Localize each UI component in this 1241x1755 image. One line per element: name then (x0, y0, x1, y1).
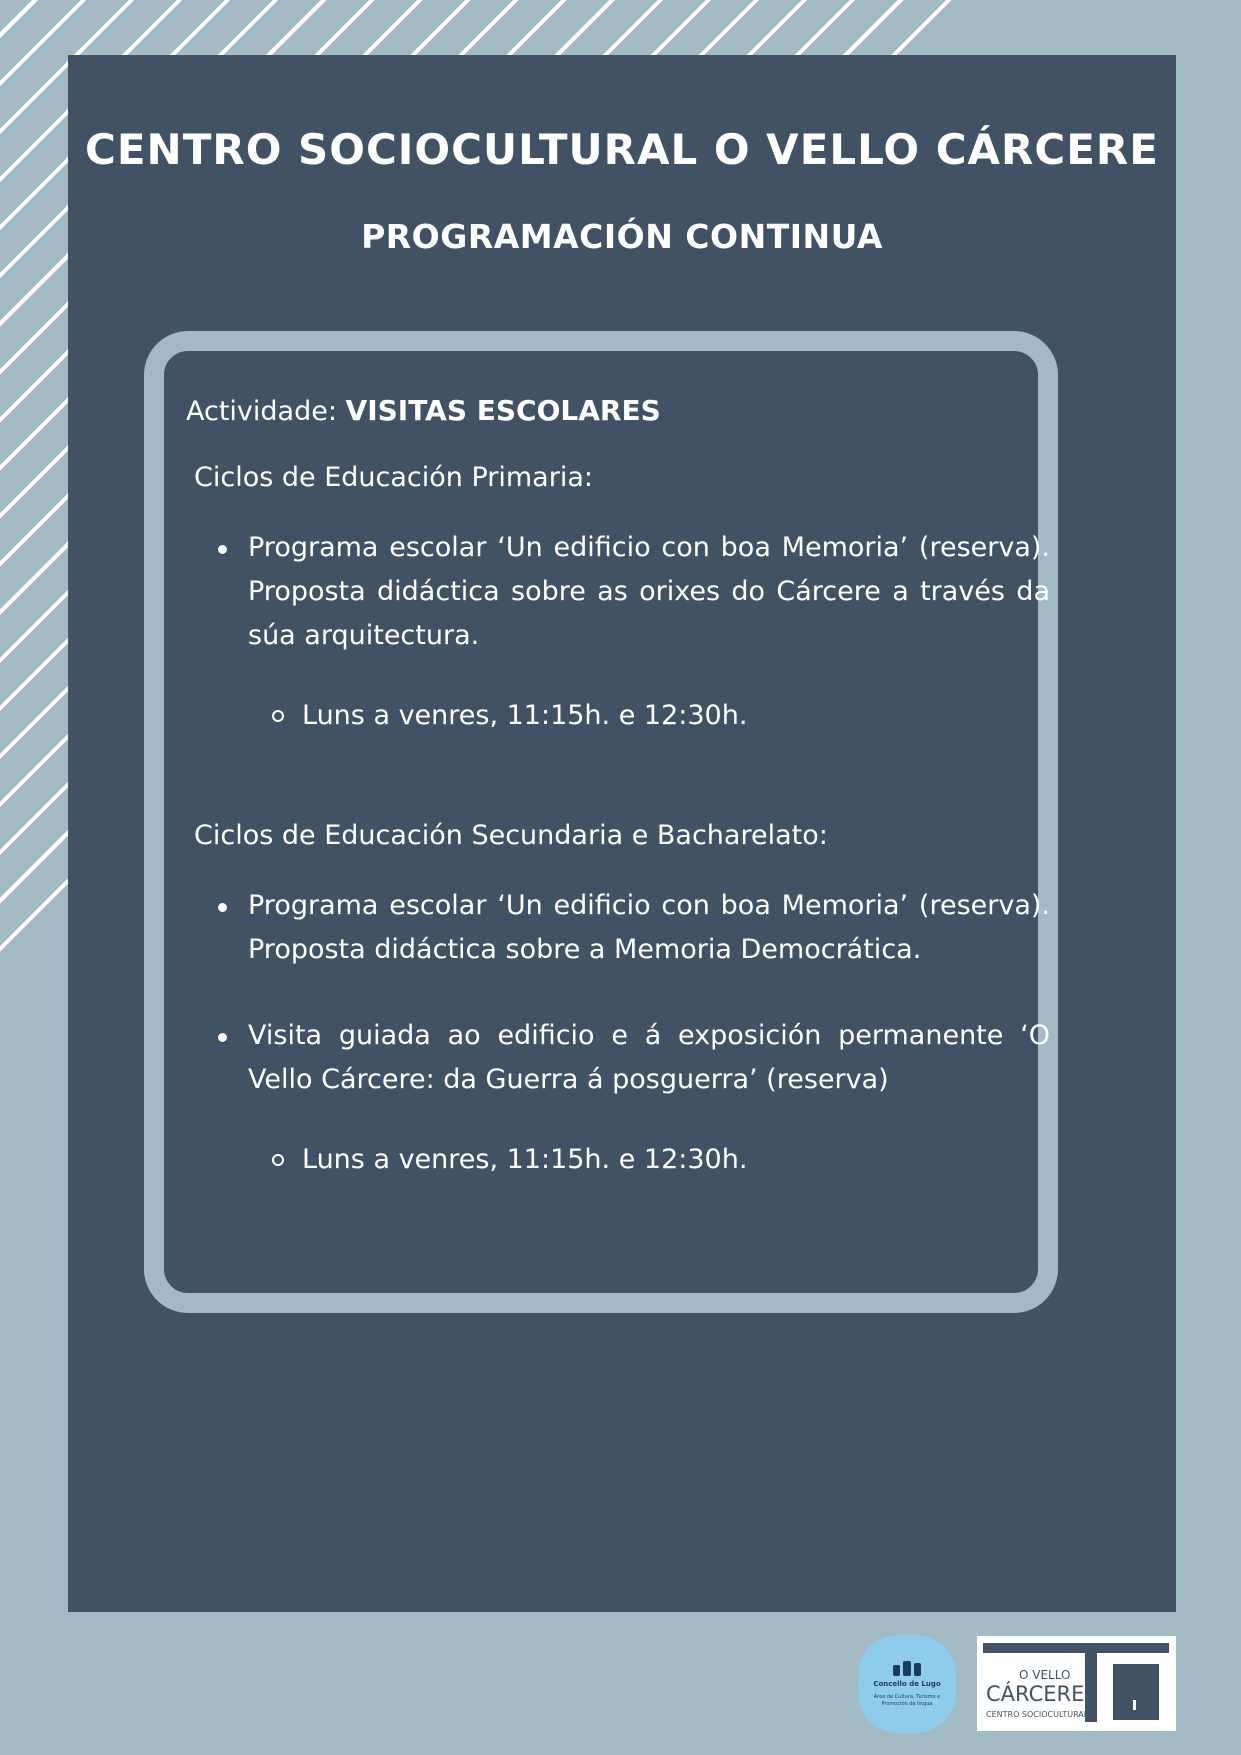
lugo-logo-name: Concello de Lugo (873, 1680, 941, 1688)
logo-line1: O VELLO (1019, 1668, 1071, 1682)
list-item: Programa escolar ‘Un edificio con boa Memoria’ (reserva). Proposta didáctica sobre as orixes do Cárcere a través da súa arquitectura. (248, 526, 1054, 658)
primaria-list (186, 526, 1054, 658)
list-item: Programa escolar ‘Un edificio con boa Memoria’ (reserva). Proposta didáctica sobre a Memoria Democrática. (248, 884, 1054, 972)
secundaria-list (186, 884, 1054, 1102)
list-item: Visita guiada ao edificio e á exposición permanente ‘O Vello Cárcere: da Guerra á posguerra’ (reserva) (248, 1014, 1054, 1102)
activity-card (144, 331, 1058, 1313)
lugo-logo-area: Área de Cultura, Turismo e Promoción da lingua (873, 1694, 941, 1707)
page-subtitle: PROGRAMACIÓN CONTINUA (361, 217, 883, 256)
logo-line2: CÁRCERE (986, 1682, 1085, 1706)
activity-value: VISITAS ESCOLARES (345, 394, 661, 427)
page-title: CENTRO SOCIOCULTURAL O VELLO CÁRCERE (85, 125, 1159, 174)
activity-card-content (186, 389, 1054, 1182)
logo-top-bar (983, 1643, 1169, 1653)
concello-lugo-logo (858, 1635, 956, 1733)
activity-line (186, 389, 1054, 434)
logo-box (1113, 1664, 1159, 1720)
section-heading-secundaria: Ciclos de Educación Secundaria e Bacharelato: (194, 820, 828, 851)
logo-line3: CENTRO SOCIOCULTURAL (986, 1710, 1089, 1719)
section-heading-primaria: Ciclos de Educación Primaria: (194, 462, 593, 493)
content-panel (68, 55, 1176, 1612)
schedule-item: Luns a venres, 11:15h. e 12:30h. (302, 694, 1054, 738)
schedule-item: Luns a venres, 11:15h. e 12:30h. (302, 1138, 1054, 1182)
secundaria-schedule-list (186, 1138, 1054, 1182)
primaria-schedule-list (186, 694, 1054, 738)
lugo-emblem-icon (892, 1660, 922, 1676)
vello-carcere-logo (977, 1636, 1176, 1731)
activity-label: Actividade: (186, 396, 337, 427)
